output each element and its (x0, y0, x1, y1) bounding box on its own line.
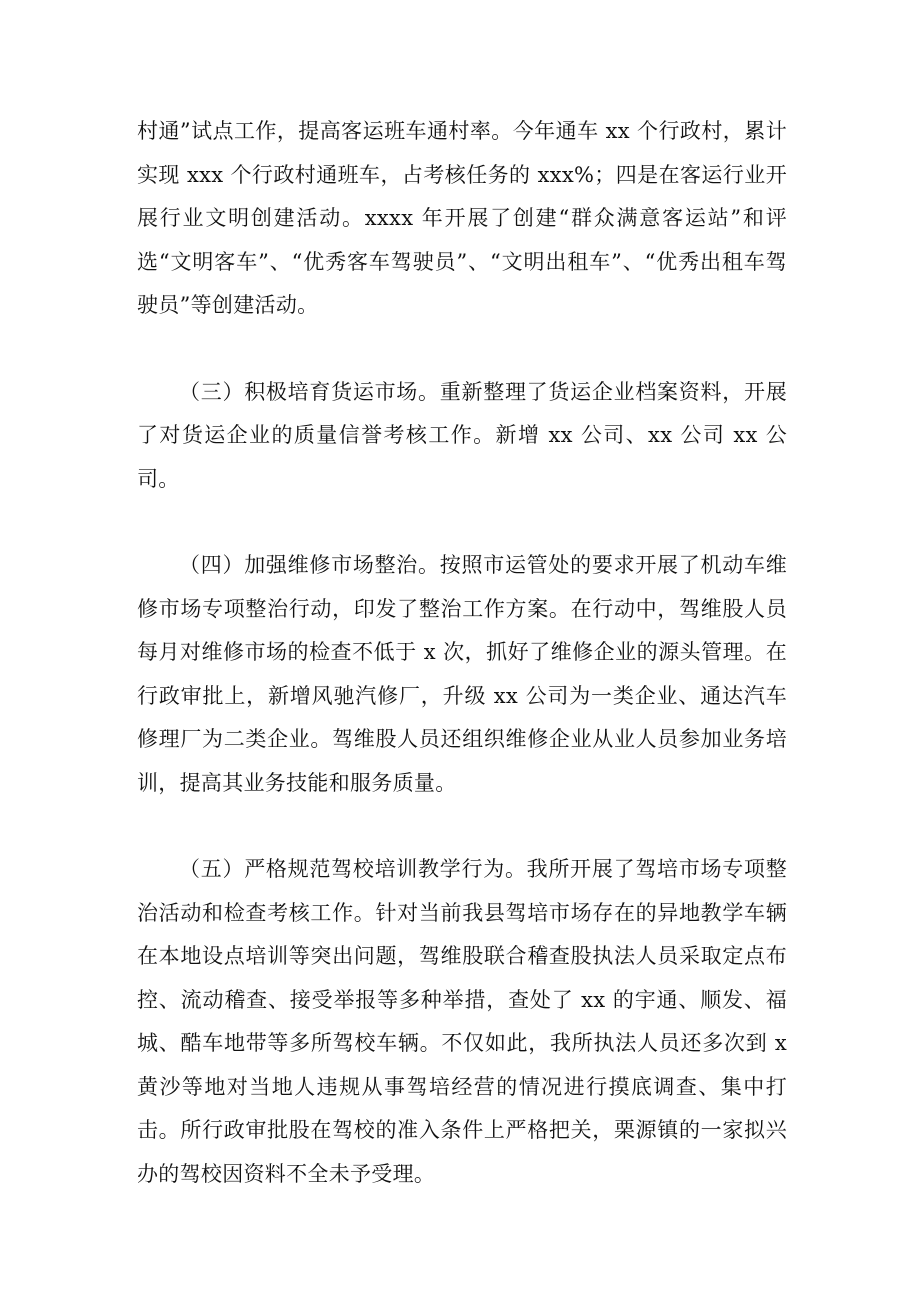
paragraph-freight-market: （三）积极培育货运市场。重新整理了货运企业档案资料，开展了对货运企业的质量信誉考核工作。新增 xx 公司、xx 公司 xx 公司。 (137, 379, 787, 491)
paragraph-driving-school: （五）严格规范驾校培训教学行为。我所开展了驾培市场专项整治活动和检查考核工作。针对当前我县驾培市场存在的异地教学车辆在本地设点培训等突出问题，驾维股联合稽查股执法人员采取定点布控、流动稽查、接受举报等多种举措，查处了 xx 的宇通、顺发、福城、酷车地带等多所驾校车辆。不仅如此，我所执法人员还多次到 x 黄沙等地对当地人违规从事驾培经营的情况进行摸底调查、集中打击。所行政审批股在驾校的准入条件上严格把关，栗源镇的一家拟兴办的驾校因资料不全未予受理。 (137, 857, 787, 1186)
paragraph-repair-market: （四）加强维修市场整治。按照市运管处的要求开展了机动车维修市场专项整治行动，印发了整治工作方案。在行动中，驾维股人员每月对维修市场的检查不低于 x 次，抓好了维修企业的源头管理。在行政审批上，新增风驰汽修厂，升级 xx 公司为一类企业、通达汽车修理厂为二类企业。驾维股人员还组织维修企业从业人员参加业务培训，提高其业务技能和服务质量。 (137, 553, 787, 795)
paragraph-continuation: 村通”试点工作，提高客运班车通村率。今年通车 xx 个行政村，累计实现 xxx 个行政村通班车，占考核任务的 xxx%；四是在客运行业开展行业文明创建活动。xxxx 年开展了创建“群众满意客运站”和评选“文明客车”、“优秀客车驾驶员”、“文明出租车”、“优秀出租车驾驶员”等创建活动。 (137, 119, 787, 317)
document-body (137, 110, 787, 1239)
